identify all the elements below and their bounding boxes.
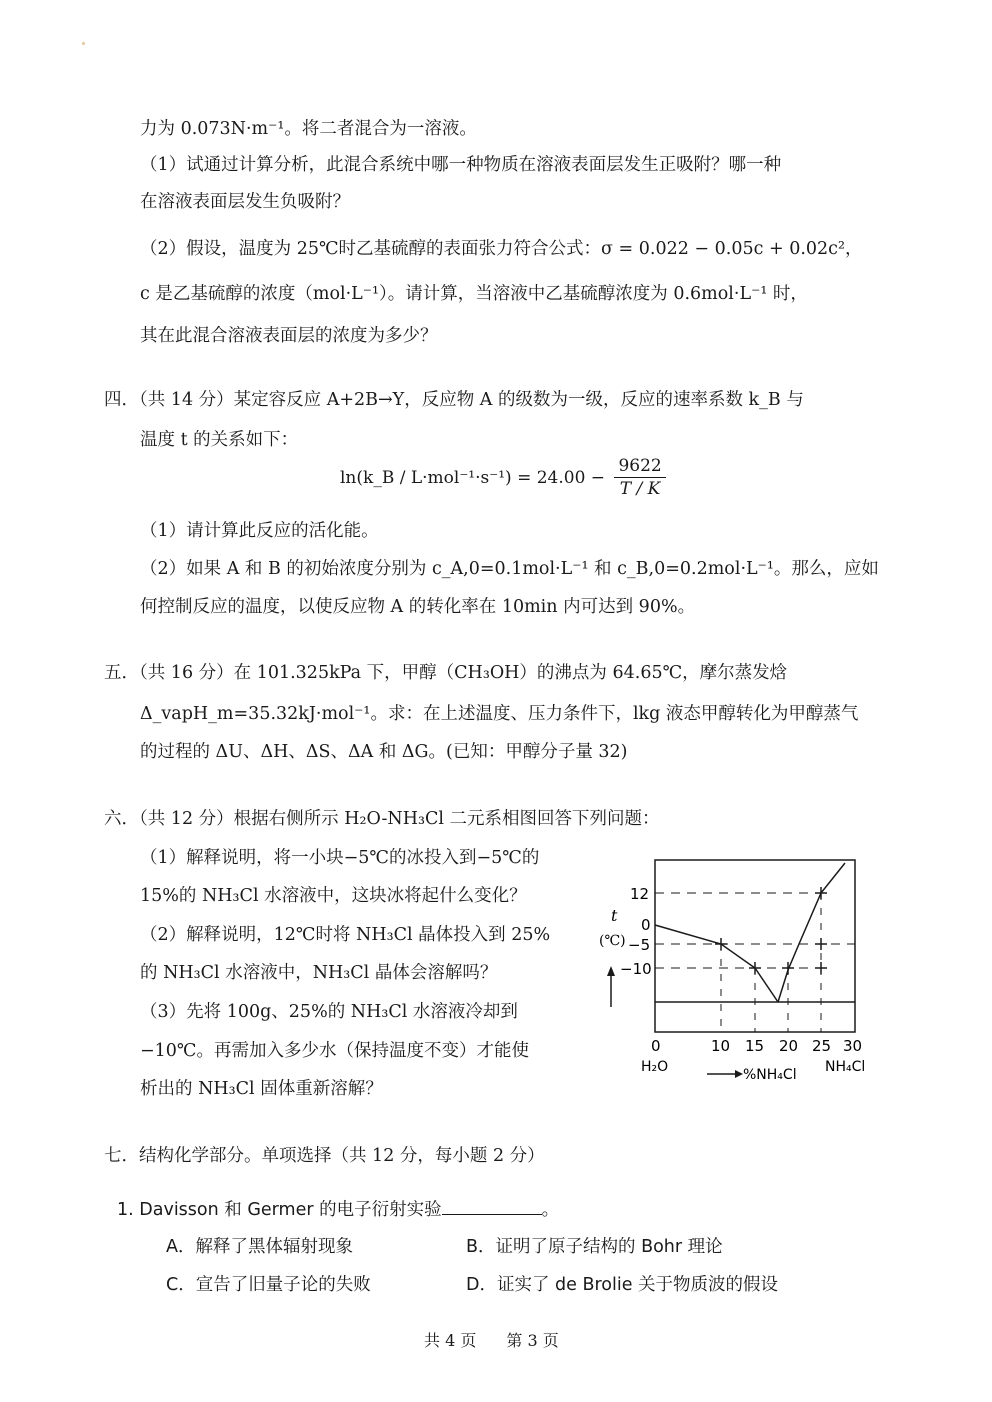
- text-line: c 是乙基硫醇的浓度（mol·L⁻¹）。请计算，当溶液中乙基硫醇浓度为 0.6mol·L⁻¹ 时，: [140, 284, 808, 304]
- text-line: 在溶液表面层发生负吸附？: [140, 192, 350, 212]
- text-line: 的 NH₃Cl 水溶液中，NH₃Cl 晶体会溶解吗？: [140, 963, 498, 983]
- diagram-frame: [655, 860, 855, 1032]
- question-6-part-2: （2）解释说明，12℃时将 NH₃Cl 晶体投入到 25%: [140, 925, 551, 945]
- x-axis-arrow-icon: [735, 1070, 743, 1078]
- option-d[interactable]: D．证实了 de Brolie 关于物质波的假设: [466, 1275, 779, 1295]
- rate-constant-formula: [340, 455, 666, 500]
- point-markers: [715, 887, 827, 974]
- current-page: 第 3 页: [506, 1331, 559, 1350]
- formula-lhs: ln(k_B / L·mol⁻¹·s⁻¹) = 24.00 −: [340, 467, 606, 488]
- page-footer: [424, 1328, 589, 1351]
- question-7-item-1-end: 。: [541, 1200, 560, 1220]
- text-line: 何控制反应的温度，以使反应物 A 的转化率在 10min 内可达到 90%。: [140, 597, 696, 617]
- text-line: 的过程的 ΔU、ΔH、ΔS、ΔA 和 ΔG。(已知：甲醇分子量 32): [140, 742, 628, 762]
- x-left-label: H₂O: [641, 1059, 669, 1075]
- y-tick-minus-10: −10: [620, 960, 652, 978]
- formula-denominator: T / K: [619, 479, 661, 499]
- y-tick-0: 0: [641, 916, 651, 934]
- question-7-item-1: [117, 1198, 559, 1221]
- question-5-heading: 五．（共 16 分）在 101.325kPa 下，甲醇（CH₃OH）的沸点为 64.65℃，摩尔蒸发焓: [104, 663, 788, 683]
- question-3-part-1: （1）试通过计算分析，此混合系统中哪一种物质在溶液表面层发生正吸附？哪一种: [140, 155, 782, 175]
- question-4-heading: 四．（共 14 分）某定容反应 A+2B→Y，反应物 A 的级数为一级，反应的速率系数 k_B 与: [104, 390, 804, 410]
- y-tick-12: 12: [630, 885, 650, 903]
- formula-fraction: [614, 455, 665, 500]
- question-3-part-2: （2）假设，温度为 25℃时乙基硫醇的表面张力符合公式：σ = 0.022 − 0.05c + 0.02c²，: [140, 239, 863, 259]
- x-tick-25: 25: [812, 1037, 832, 1055]
- option-a[interactable]: A．解释了黑体辐射现象: [166, 1237, 353, 1257]
- x-tick-0: 0: [651, 1037, 661, 1055]
- ice-liquidus-curve: [655, 925, 778, 1002]
- text-line: −10℃。再需加入多少水（保持温度不变）才能使: [140, 1041, 530, 1061]
- y-axis-label: t: [611, 906, 618, 925]
- text-line: 力为 0.073N·m⁻¹。将二者混合为一溶液。: [140, 119, 477, 139]
- y-axis-unit: (℃): [599, 933, 626, 949]
- question-6-part-1: （1）解释说明，将一小块−5℃的冰投入到−5℃的: [140, 848, 540, 868]
- question-7-heading: 七．结构化学部分。单项选择（共 12 分，每小题 2 分）: [104, 1146, 545, 1166]
- y-tick-minus-5: −5: [628, 936, 651, 954]
- total-pages: 共 4 页: [424, 1331, 477, 1350]
- text-line: 温度 t 的关系如下：: [140, 430, 299, 450]
- text-line: Δ_vapH_m=35.32kJ·mol⁻¹。求：在上述温度、压力条件下，lkg 液态甲醇转化为甲醇蒸气: [140, 704, 859, 724]
- x-mid-label: %NH₄Cl: [743, 1067, 797, 1083]
- x-tick-30: 30: [843, 1037, 863, 1055]
- question-6-heading: 六．（共 12 分）根据右侧所示 H₂O-NH₃Cl 二元系相图回答下列问题：: [104, 809, 660, 829]
- question-7-item-1-text: 1. Davisson 和 Germer 的电子衍射实验: [117, 1200, 442, 1220]
- question-4-part-2: （2）如果 A 和 B 的初始浓度分别为 c_A,0=0.1mol·L⁻¹ 和 c_B,0=0.2mol·L⁻¹。那么，应如: [140, 559, 879, 579]
- scan-speck: [82, 42, 85, 45]
- text-line: 其在此混合溶液表面层的浓度为多少？: [140, 326, 438, 346]
- text-line: 析出的 NH₃Cl 固体重新溶解？: [140, 1079, 383, 1099]
- x-right-label: NH₄Cl: [825, 1059, 866, 1075]
- question-4-part-1: （1）请计算此反应的活化能。: [140, 521, 379, 541]
- answer-blank[interactable]: [442, 1198, 542, 1215]
- y-axis-arrow-icon: [607, 966, 615, 976]
- x-tick-10: 10: [711, 1037, 731, 1055]
- text-line: 15%的 NH₃Cl 水溶液中，这块冰将起什么变化？: [140, 886, 527, 906]
- option-b[interactable]: B．证明了原子结构的 Bohr 理论: [466, 1237, 723, 1257]
- x-tick-15: 15: [745, 1037, 765, 1055]
- formula-numerator: 9622: [614, 455, 665, 478]
- option-c[interactable]: C．宣告了旧量子论的失败: [166, 1275, 371, 1295]
- question-6-part-3: （3）先将 100g、25%的 NH₃Cl 水溶液冷却到: [140, 1002, 518, 1022]
- salt-liquidus-curve: [778, 863, 845, 1002]
- x-tick-20: 20: [779, 1037, 799, 1055]
- phase-diagram: [575, 845, 880, 1085]
